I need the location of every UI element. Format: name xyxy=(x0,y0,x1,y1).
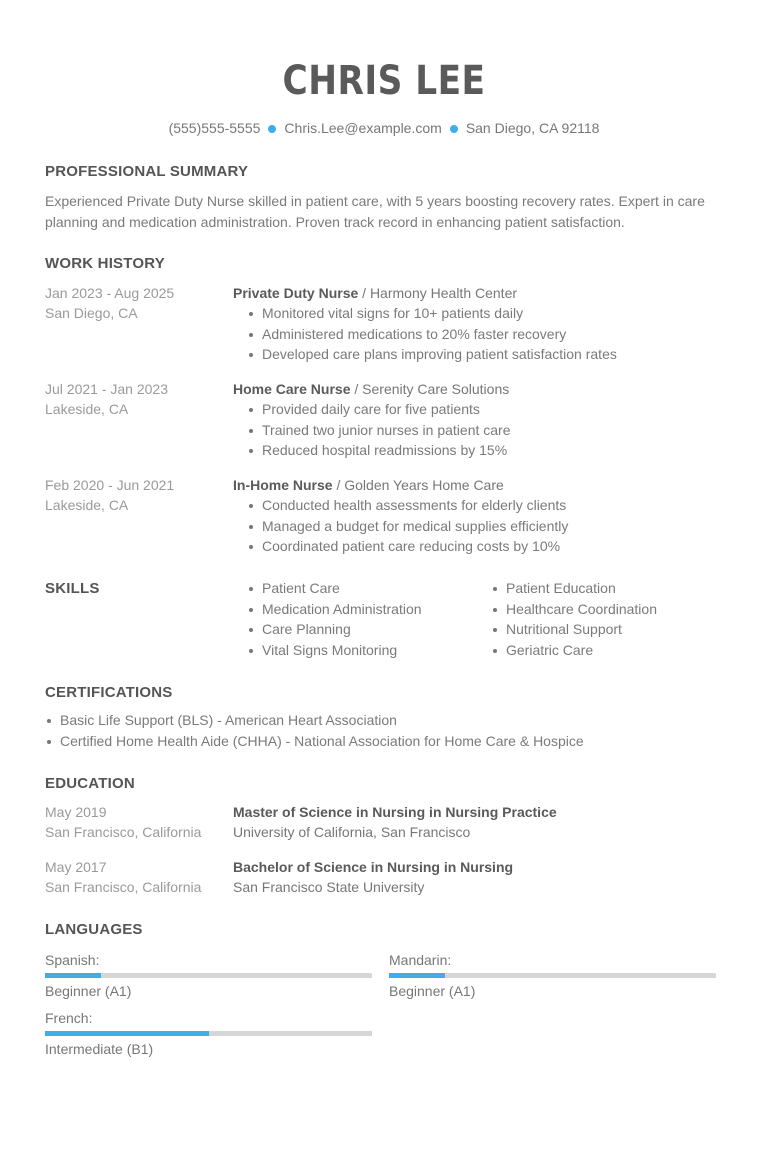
language-proficiency-bar xyxy=(45,973,372,978)
education-date: May 2017 xyxy=(45,859,107,875)
job-meta xyxy=(45,379,230,419)
certification-item: Certified Home Health Aide (CHHA) - National Association for Home Care & Hospice xyxy=(45,731,735,752)
job-bullet: Conducted health assessments for elderly clients xyxy=(247,495,733,516)
job-bullet: Provided daily care for five patients xyxy=(247,399,733,420)
language-name: Mandarin: xyxy=(389,952,452,968)
job-bullet: Developed care plans improving patient satisfaction rates xyxy=(247,344,733,365)
education-degree: Bachelor of Science in Nursing in Nursing xyxy=(233,859,514,875)
education-meta xyxy=(45,802,230,842)
language-level: Intermediate (B1) xyxy=(45,1041,154,1057)
language-name: Spanish: xyxy=(45,952,100,968)
section-title-work-history: WORK HISTORY xyxy=(45,255,165,272)
certifications-bullets xyxy=(45,710,735,751)
email: Chris.Lee@example.com xyxy=(284,120,442,136)
language-proficiency-bar xyxy=(45,1031,372,1036)
contact-line xyxy=(0,120,768,136)
job-title-line xyxy=(233,379,733,399)
job-bullet: Coordinated patient care reducing costs by 10% xyxy=(247,536,733,557)
job-location: San Diego, CA xyxy=(45,305,138,321)
section-title-education: EDUCATION xyxy=(45,775,135,792)
language-name: French: xyxy=(45,1010,93,1026)
job-meta xyxy=(45,475,230,515)
section-title-languages: LANGUAGES xyxy=(45,921,143,938)
skills-column-2 xyxy=(477,578,717,660)
job-bullets xyxy=(233,495,733,557)
education-school: San Francisco State University xyxy=(233,879,425,895)
certification-item: Basic Life Support (BLS) - American Heart Association xyxy=(45,710,735,731)
job-employer: / Harmony Health Center xyxy=(358,285,518,301)
language-item xyxy=(45,951,372,1000)
language-level: Beginner (A1) xyxy=(45,983,132,999)
job-employer: / Serenity Care Solutions xyxy=(350,381,510,397)
language-proficiency-fill xyxy=(45,973,101,978)
job-details xyxy=(233,379,733,461)
section-title-summary: PROFESSIONAL SUMMARY xyxy=(45,163,249,180)
education-details xyxy=(233,857,733,897)
language-item xyxy=(389,951,716,1000)
skills-list xyxy=(233,578,473,660)
job-bullet: Monitored vital signs for 10+ patients daily xyxy=(247,303,733,324)
job-bullet: Trained two junior nurses in patient care xyxy=(247,420,733,441)
skill-item: Vital Signs Monitoring xyxy=(247,640,473,661)
job-title-line xyxy=(233,283,733,303)
job-location: Lakeside, CA xyxy=(45,497,129,513)
candidate-name: CHRIS LEE xyxy=(282,58,486,104)
job-bullet: Reduced hospital readmissions by 15% xyxy=(247,440,733,461)
skills-column-1 xyxy=(233,578,473,660)
education-date: May 2019 xyxy=(45,804,107,820)
job-employer: / Golden Years Home Care xyxy=(332,477,504,493)
language-proficiency-fill xyxy=(389,973,445,978)
job-title-line xyxy=(233,475,733,495)
education-details xyxy=(233,802,733,842)
skill-item: Care Planning xyxy=(247,619,473,640)
skills-list xyxy=(477,578,717,660)
job-details xyxy=(233,475,733,557)
language-item xyxy=(45,1009,372,1058)
language-level: Beginner (A1) xyxy=(389,983,476,999)
location: San Diego, CA 92118 xyxy=(465,120,600,136)
certifications-list xyxy=(45,710,735,751)
job-role: Home Care Nurse xyxy=(233,381,351,397)
job-bullet: Managed a budget for medical supplies efficiently xyxy=(247,516,733,537)
job-location: Lakeside, CA xyxy=(45,401,129,417)
skill-item: Nutritional Support xyxy=(491,619,717,640)
skill-item: Healthcare Coordination xyxy=(491,599,717,620)
job-dates: Jan 2023 - Aug 2025 xyxy=(45,285,175,301)
job-role: In-Home Nurse xyxy=(233,477,333,493)
phone: (555)555-5555 xyxy=(168,120,261,136)
language-proficiency-fill xyxy=(45,1031,209,1036)
job-role: Private Duty Nurse xyxy=(233,285,359,301)
job-dates: Feb 2020 - Jun 2021 xyxy=(45,477,175,493)
education-location: San Francisco, California xyxy=(45,824,202,840)
skill-item: Patient Care xyxy=(247,578,473,599)
education-degree: Master of Science in Nursing in Nursing Practice xyxy=(233,804,557,820)
job-dates: Jul 2021 - Jan 2023 xyxy=(45,381,168,397)
separator-dot-icon xyxy=(268,125,276,133)
skill-item: Patient Education xyxy=(491,578,717,599)
job-meta xyxy=(45,283,230,323)
job-bullets xyxy=(233,399,733,461)
job-bullet: Administered medications to 20% faster recovery xyxy=(247,324,733,345)
skill-item: Geriatric Care xyxy=(491,640,717,661)
education-school: University of California, San Francisco xyxy=(233,824,471,840)
education-location: San Francisco, California xyxy=(45,879,202,895)
section-title-skills: SKILLS xyxy=(45,580,100,597)
language-proficiency-bar xyxy=(389,973,716,978)
job-bullets xyxy=(233,303,733,365)
skill-item: Medication Administration xyxy=(247,599,473,620)
section-title-certifications: CERTIFICATIONS xyxy=(45,684,173,701)
summary-text: Experienced Private Duty Nurse skilled in patient care, with 5 years boosting recovery rates. Expert in care planning and medication administration. Proven track record in enhancing patient satisfaction. xyxy=(45,193,705,230)
separator-dot-icon xyxy=(450,125,458,133)
job-details xyxy=(233,283,733,365)
education-meta xyxy=(45,857,230,897)
